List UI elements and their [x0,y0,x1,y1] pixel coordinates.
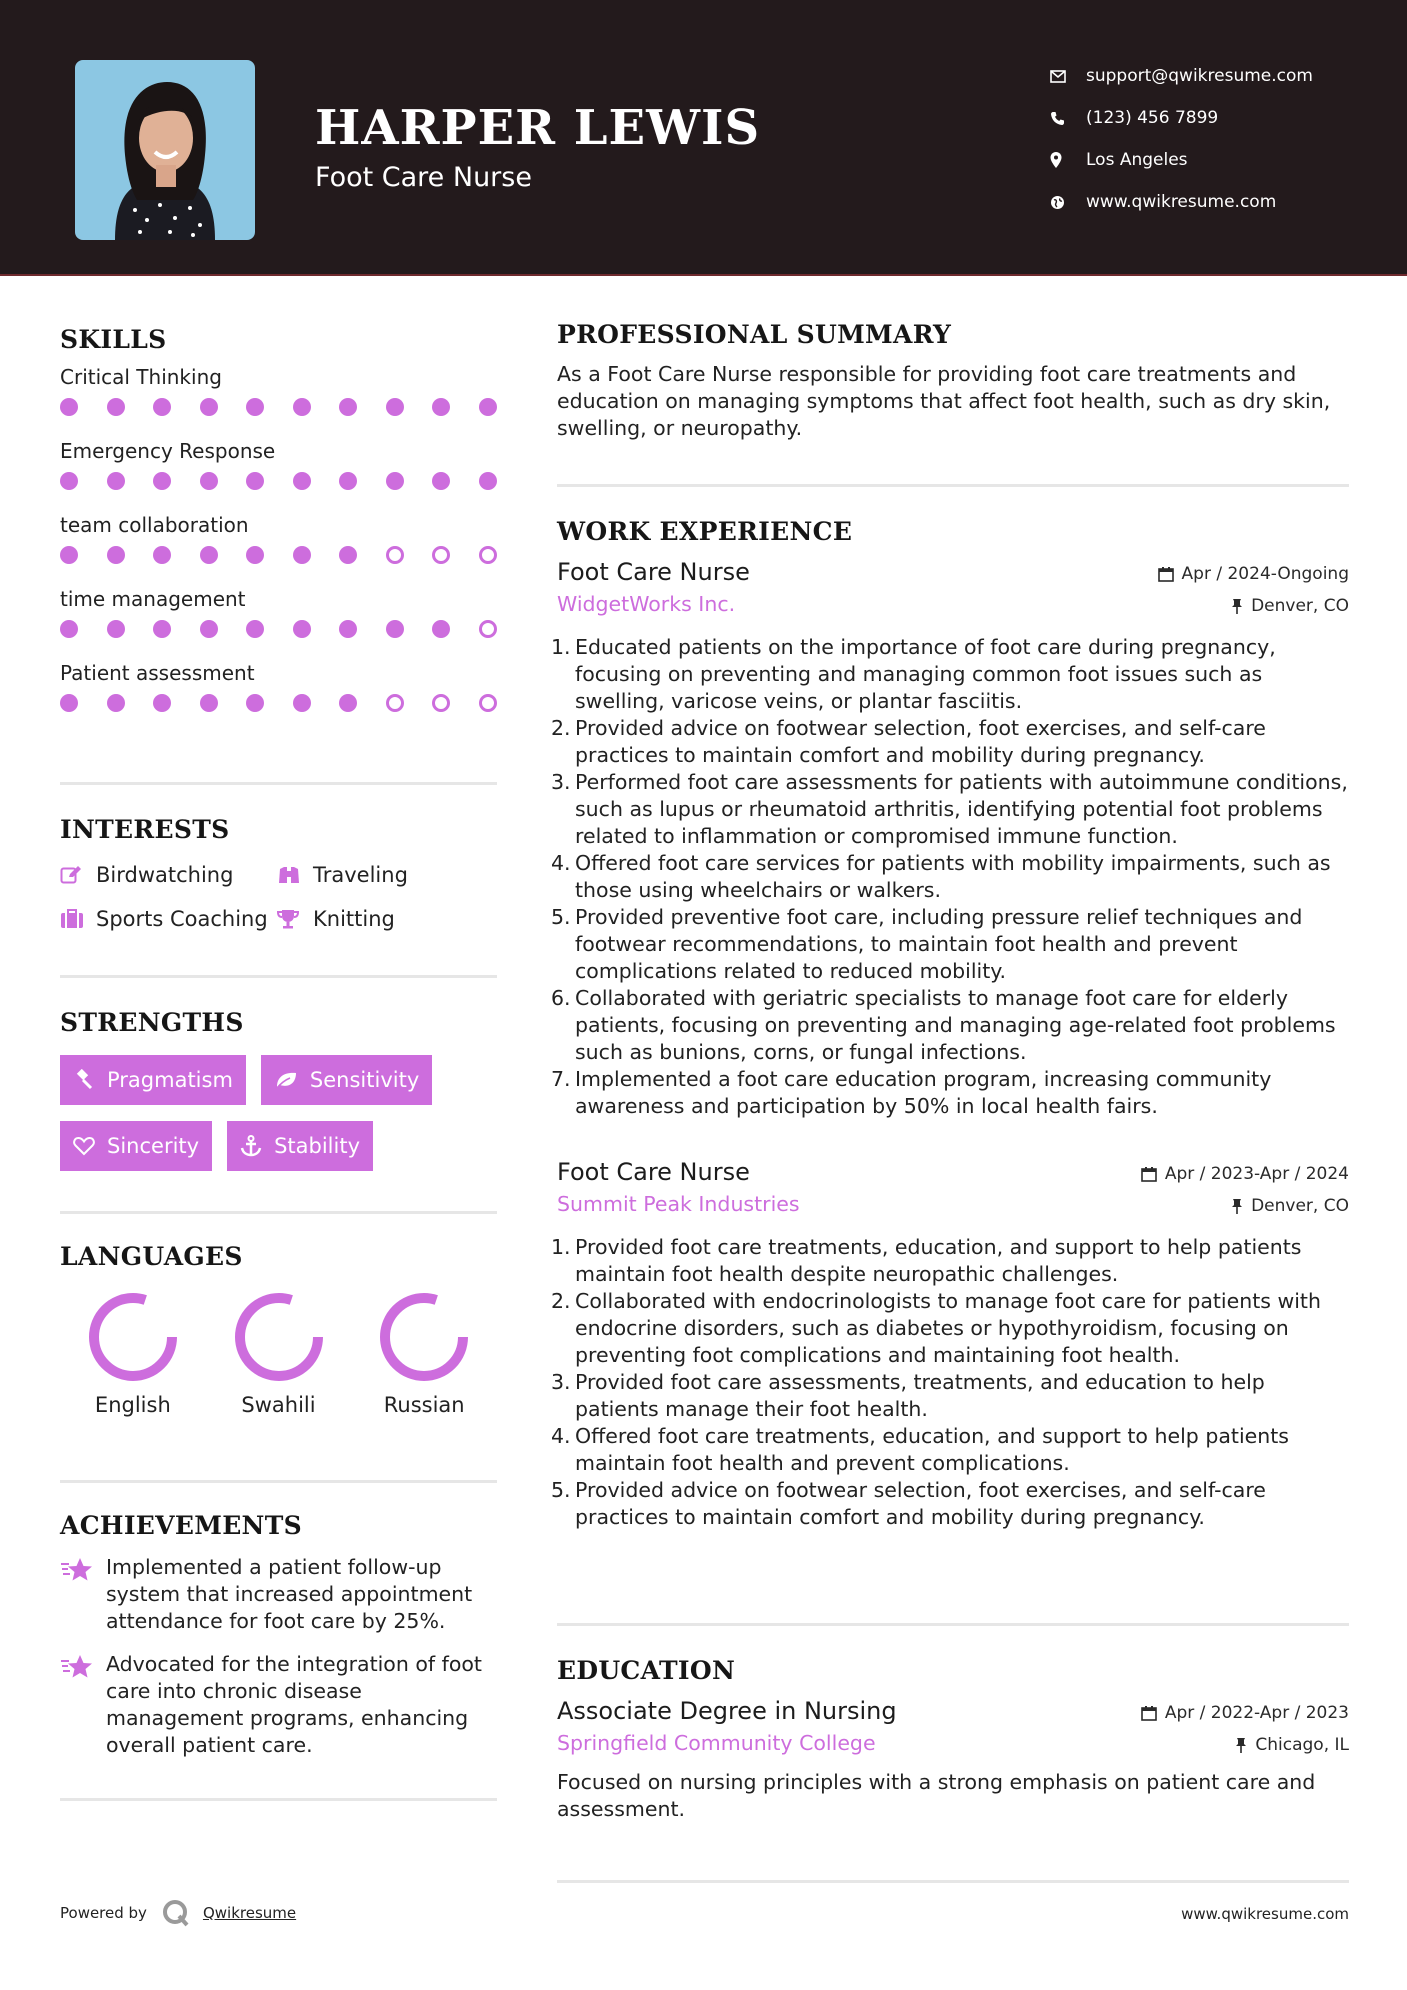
school-name: Springfield Community College [557,1731,876,1755]
rating-dot-filled [60,546,78,564]
rating-dot-filled [432,472,450,490]
interests-list [60,862,497,932]
bullet-text: Educated patients on the importance of foot care during pregnancy, focusing on preventing and managing common foot issues such as swelling, varicose veins, or plantar fasciitis. [575,635,1276,713]
education-section [557,1626,1349,1880]
interest-item [277,862,497,888]
skills-list [60,362,497,732]
bullet-text: Offered foot care services for patients with mobility impairments, such as those using wheelchairs or walkers. [575,851,1331,902]
bullet-number: 1. [551,635,571,659]
rating-dot-filled [432,620,450,638]
edit-icon [60,865,96,885]
language-level-arc [385,1298,463,1376]
language-item [206,1289,352,1417]
footer-powered-by [60,1898,296,1928]
powered-by-label: Powered by [60,1904,147,1922]
bullet-item [551,769,1349,850]
degree-title: Associate Degree in Nursing [557,1697,897,1725]
rating-dot-filled [107,694,125,712]
rating-dot-filled [107,546,125,564]
rating-dot-filled [153,472,171,490]
rating-dot-filled [153,398,171,416]
language-item [60,1289,206,1417]
location-row [1141,1190,1349,1222]
date-row [1141,1158,1349,1190]
rating-dot-filled [339,620,357,638]
experience-section [551,487,1349,1623]
company-name: WidgetWorks Inc. [557,592,736,616]
left-column [60,300,497,1801]
location-row [1141,1729,1349,1761]
language-label: Swahili [241,1393,316,1417]
strength-label: Stability [274,1134,361,1158]
interest-label: Knitting [313,907,395,931]
bullet-item [551,1234,1349,1288]
briefcase-icon [60,909,96,929]
rating-dot-filled [479,472,497,490]
rating-dot-filled [60,620,78,638]
skill-item [60,436,497,510]
job-entry [551,558,1349,1120]
strength-label: Pragmatism [107,1068,233,1092]
contact-website[interactable] [1050,181,1313,223]
language-level-arc [240,1298,318,1376]
contact-location-text: Los Angeles [1086,150,1188,170]
strengths-list [60,1055,497,1171]
achievements-section [60,1483,497,1798]
bullet-item [551,1423,1349,1477]
skill-name: Critical Thinking [60,365,222,389]
bullet-number: 4. [551,851,571,875]
skill-item [60,510,497,584]
achievement-item [60,1554,497,1635]
bullet-number: 4. [551,1424,571,1448]
bullet-item [551,1288,1349,1369]
rating-dot-filled [479,398,497,416]
rating-dot-filled [339,546,357,564]
star-icon [60,1651,106,1759]
interest-label: Traveling [313,863,408,887]
rating-dot-filled [60,398,78,416]
rating-dot-empty [479,694,497,712]
job-meta [1158,558,1349,622]
leaf-icon [274,1070,298,1090]
education-location: Chicago, IL [1255,1735,1349,1755]
rating-dot-filled [246,546,264,564]
strength-tag [227,1121,373,1171]
rating-dot-empty [432,694,450,712]
section-divider [60,1798,497,1801]
date-row [1141,1697,1349,1729]
interests-section [60,785,497,975]
bullet-item [551,715,1349,769]
bullet-text: Implemented a foot care education program, increasing community awareness and participation by 50% in local health fairs. [575,1067,1272,1118]
skill-rating [60,540,497,584]
skill-rating [60,466,497,510]
job-meta [1141,1158,1349,1222]
pushpin-icon [1231,1198,1243,1214]
contact-phone[interactable] [1050,97,1313,139]
bullet-number: 5. [551,1478,571,1502]
resume-header [0,0,1407,276]
language-ring [85,1289,181,1385]
jobs-list [551,558,1349,1531]
calendar-icon [1141,1166,1157,1182]
education-meta [1141,1697,1349,1761]
heart-icon [73,1136,95,1156]
rating-dot-filled [293,620,311,638]
rating-dot-filled [246,620,264,638]
achievements-title: ACHIEVEMENTS [60,1511,302,1540]
job-bullets [551,634,1349,1120]
skill-item [60,584,497,658]
job-dates: Apr / 2023-Apr / 2024 [1164,1164,1349,1184]
strength-tag [261,1055,432,1105]
rating-dot-filled [153,620,171,638]
job-location: Denver, CO [1251,596,1349,616]
contact-website-text: www.qwikresume.com [1086,192,1277,212]
rating-dot-filled [386,398,404,416]
language-ring [231,1289,327,1385]
rating-dot-filled [107,398,125,416]
rating-dot-filled [200,620,218,638]
bullet-item [551,1477,1349,1531]
rating-dot-filled [107,620,125,638]
job-location: Denver, CO [1251,1196,1349,1216]
section-divider [557,1880,1349,1883]
skills-section [60,320,497,788]
languages-list [60,1289,497,1417]
strength-tag [60,1055,246,1105]
rating-dot-empty [479,546,497,564]
skill-rating [60,392,497,436]
achievement-item [60,1651,497,1759]
bullet-number: 2. [551,716,571,740]
job-head [557,1158,1349,1222]
interest-label: Sports Coaching [96,907,268,931]
language-ring [376,1289,472,1385]
rating-dot-filled [246,694,264,712]
phone-icon [1050,111,1086,126]
education-description: Focused on nursing principles with a strong emphasis on patient care and assessment. [557,1770,1316,1821]
languages-title: LANGUAGES [60,1242,243,1271]
star-icon [60,1554,106,1635]
rating-dot-filled [339,398,357,416]
rating-dot-filled [293,398,311,416]
bullet-number: 1. [551,1235,571,1259]
experience-title: WORK EXPERIENCE [557,517,853,546]
interests-title: INTERESTS [60,815,230,844]
bullet-text: Collaborated with geriatric specialists to manage foot care for elderly patients, focusing on preventing and managing age-related foot problems such as bunions, corns, or fungal infections. [575,986,1336,1064]
bullet-item [551,1066,1349,1120]
skill-name: Patient assessment [60,661,255,685]
job-title: Foot Care Nurse [557,1158,750,1186]
education-head [557,1697,1349,1761]
rating-dot-filled [386,472,404,490]
language-level-arc [94,1298,172,1376]
language-label: Russian [383,1393,465,1417]
summary-title: PROFESSIONAL SUMMARY [557,320,952,349]
strengths-section [60,978,497,1211]
bullet-item [551,904,1349,985]
rating-dot-filled [339,694,357,712]
strength-tag [60,1121,212,1171]
bullet-text: Performed foot care assessments for patients with autoimmune conditions, such as lupus or rheumatoid arthritis, identifying potential foot problems related to inflammation or compromised immune function. [575,770,1348,848]
contact-list [1050,55,1313,223]
rating-dot-filled [246,472,264,490]
rating-dot-filled [153,546,171,564]
candidate-name: HARPER LEWIS [315,100,761,156]
job-head [557,558,1349,622]
education-dates: Apr / 2022-Apr / 2023 [1164,1703,1349,1723]
rating-dot-empty [386,694,404,712]
bullet-item [551,850,1349,904]
contact-phone-text: (123) 456 7899 [1086,108,1219,128]
job-title: Foot Care Nurse [557,558,750,586]
rating-dot-filled [432,398,450,416]
rating-dot-filled [60,694,78,712]
bullet-text: Provided advice on footwear selection, foot exercises, and self-care practices to maintain comfort and mobility during pregnancy. [575,716,1266,767]
company-name: Summit Peak Industries [557,1192,800,1216]
bullet-item [551,1369,1349,1423]
calendar-icon [1141,1705,1157,1721]
skill-item [60,658,497,732]
bullet-number: 5. [551,905,571,929]
skill-name: Emergency Response [60,439,276,463]
interest-item [60,906,277,932]
summary-text: As a Foot Care Nurse responsible for providing foot care treatments and education on managing symptoms that affect foot health, such as dry skin, swelling, or neuropathy. [557,362,1331,440]
bullet-number: 3. [551,1370,571,1394]
bullet-text: Provided advice on footwear selection, foot exercises, and self-care practices to maintain comfort and mobility during pregnancy. [575,1478,1266,1529]
rating-dot-filled [386,620,404,638]
strengths-title: STRENGTHS [60,1008,244,1037]
job-entry [551,1158,1349,1531]
rating-dot-empty [479,620,497,638]
skill-item [60,362,497,436]
skill-name: team collaboration [60,513,249,537]
strength-label: Sensitivity [309,1068,420,1092]
pushpin-icon [1231,598,1243,614]
anchor-icon [240,1135,262,1157]
rating-dot-filled [200,546,218,564]
pushpin-icon [1235,1737,1247,1753]
rating-dot-filled [153,694,171,712]
rating-dot-filled [60,472,78,490]
rating-dot-empty [432,546,450,564]
interest-label: Birdwatching [96,863,234,887]
bullet-text: Provided foot care assessments, treatments, and education to help patients manage their foot health. [575,1370,1265,1421]
bullet-text: Provided foot care treatments, education, and support to help patients maintain foot health despite neuropathic challenges. [575,1235,1302,1286]
gavel-icon [73,1069,95,1091]
globe-icon [1050,195,1086,210]
bullet-number: 7. [551,1067,571,1091]
rating-dot-filled [293,472,311,490]
profile-photo [75,60,255,240]
education-title: EDUCATION [557,1656,736,1685]
qwikresume-link[interactable]: Qwikresume [202,1904,297,1922]
candidate-role: Foot Care Nurse [315,162,532,193]
skill-name: time management [60,587,246,611]
job-dates: Apr / 2024-Ongoing [1181,564,1349,584]
skills-title: SKILLS [60,325,167,354]
summary-section [557,300,1349,484]
bullet-text: Provided preventive foot care, including pressure relief techniques and footwear recommendations, to maintain foot health and prevent complications related to reduced mobility. [575,905,1303,983]
contact-email[interactable] [1050,55,1313,97]
language-label: English [94,1393,171,1417]
footer-url[interactable]: www.qwikresume.com [1181,1905,1349,1923]
location-pin-icon [1050,152,1086,168]
bullet-number: 2. [551,1289,571,1313]
achievement-text: Advocated for the integration of foot care into chronic disease management programs, enhancing overall patient care. [106,1652,482,1757]
skill-rating [60,614,497,658]
binoculars-icon [277,865,313,885]
calendar-icon [1158,566,1174,582]
envelope-icon [1050,70,1086,83]
languages-section [60,1214,497,1480]
strength-label: Sincerity [107,1134,200,1158]
bullet-item [551,985,1349,1066]
bullet-text: Offered foot care treatments, education, and support to help patients maintain foot health and prevent complications. [575,1424,1289,1475]
job-bullets [551,1234,1349,1531]
trophy-icon [277,909,313,929]
contact-email-text: support@qwikresume.com [1086,66,1313,86]
rating-dot-empty [386,546,404,564]
skill-rating [60,688,497,732]
bullet-number: 3. [551,770,571,794]
interest-item [277,906,497,932]
language-item [351,1289,497,1417]
rating-dot-filled [200,398,218,416]
rating-dot-filled [293,694,311,712]
rating-dot-filled [339,472,357,490]
achievement-text: Implemented a patient follow-up system that increased appointment attendance for foot care by 25%. [106,1555,473,1633]
rating-dot-filled [293,546,311,564]
rating-dot-filled [246,398,264,416]
rating-dot-filled [107,472,125,490]
contact-location [1050,139,1313,181]
right-column [551,300,1349,1883]
bullet-text: Collaborated with endocrinologists to manage foot care for patients with endocrine disorders, such as diabetes or hypothyroidism, focusing on preventing foot complications and maintaining foot health. [575,1289,1321,1367]
rating-dot-filled [200,472,218,490]
bullet-number: 6. [551,986,571,1010]
bullet-item [551,634,1349,715]
interest-item [60,862,277,888]
rating-dot-filled [200,694,218,712]
date-row [1158,558,1349,590]
location-row [1158,590,1349,622]
qwikresume-logo-icon [161,1898,191,1928]
